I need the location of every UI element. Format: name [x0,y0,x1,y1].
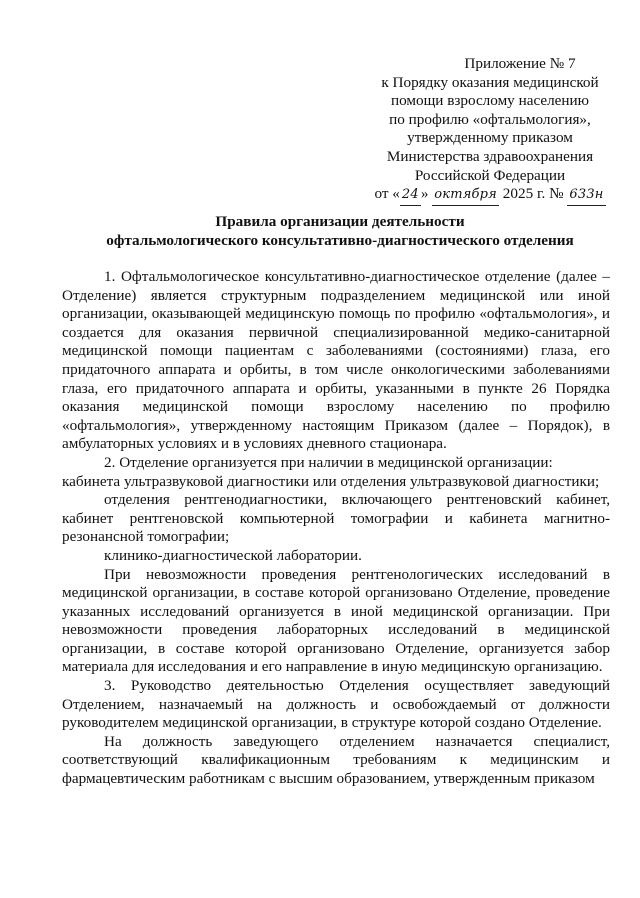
paragraph-3: 3. Руководство деятельностью Отделения осуществляет заведующий Отделением, назначаемый на должность и освобождаемый от должности руководителем медицинской организации, в структуре которой создано Отделение. [62,677,610,732]
title-line-2: офтальмологического консультативно-диагностического отделения [106,231,574,249]
appendix-date-line [360,185,620,206]
handwritten-day: 24 [400,186,421,206]
appendix-line: к Порядку оказания медицинской [381,73,599,91]
appendix-line: утвержденному приказом [407,129,573,147]
document-body [62,268,610,789]
title-line-1: Правила организации деятельности [215,213,465,230]
paragraph-impossibility: При невозможности проведения рентгенологических исследований в медицинской организации, в составе которой организовано Отделение, проведение указанных исследований организуется в иной медицинской организации. При невозможности проведения лабораторных исследований в медицинской организации, в составе которой организовано Отделение, организуется забор материала для исследования и его направление в иную медицинскую организацию. [62,565,610,676]
handwritten-month: октября [432,186,499,206]
paragraph-head-requirements: На должность заведующего отделением назначается специалист, соответствующий квалификационным требованиям к медицинским и фармацевтическим работникам с высшим образованием, утвержденным приказом [62,732,610,788]
appendix-line: по профилю «офтальмология», [389,110,591,128]
paragraph-1: 1. Офтальмологическое консультативно-диагностическое отделение (далее – Отделение) является структурным подразделением медицинской или иной организации, оказывающей медицинскую помощь по профилю «офтальмология», и создается для оказания первичной специализированной медико-санитарной медицинской помощи пациентам с заболеваниями (состояниями) глаза, его придаточного аппарата и орбиты, в том числе онкологическими заболеваниями глаза, его придаточного аппарата и орбиты, указанными в пункте 26 Порядка оказания медицинской помощи взрослому населению по профилю «офтальмология», утвержденному настоящим Приказом (далее – Порядок), в амбулаторных условиях и в условиях дневного стационара. [62,268,610,453]
date-mid: » [420,185,429,203]
appendix-line: помощи взрослому населению [390,92,590,110]
date-prefix: от « [374,185,400,203]
appendix-number: Приложение № 7 [464,55,576,72]
list-item: отделения рентгенодиагностики, включающего рентгеновский кабинет, кабинет рентгеновской компьютерной томографии и кабинета магнитно-резонансной томографии; [62,491,610,546]
handwritten-order-number: 633н [567,186,605,206]
paragraph-2: 2. Отделение организуется при наличии в медицинской организации: [104,453,553,471]
list-item: клинико-диагностической лаборатории. [104,546,362,564]
appendix-header [360,55,620,206]
appendix-line: Российской Федерации [414,166,566,184]
list-item: кабинета ультразвуковой диагностики или отделения ультразвуковой диагностики; [62,472,600,490]
date-year: 2025 г. № [502,185,564,203]
document-title [40,213,640,250]
appendix-line: Министерства здравоохранения [386,147,594,165]
